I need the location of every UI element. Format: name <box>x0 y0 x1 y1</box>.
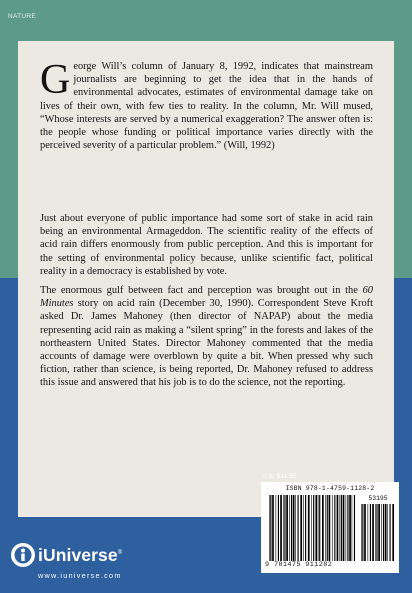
barcode-bar <box>343 495 345 561</box>
barcode-bar <box>272 495 274 561</box>
ean-digits: 9 781475 911282 <box>265 561 333 569</box>
barcode-bar <box>385 504 387 561</box>
barcode-bar <box>372 504 374 561</box>
barcode-bar <box>284 495 285 561</box>
paragraph-1 <box>40 57 373 152</box>
barcode-bar <box>392 504 394 561</box>
paragraph-3-text-end: story on acid rain (December 30, 1990). Correspondent Steve Kroft asked Dr. James Mahoney (then director of NAPAP) about the media representing acid rain as making a “silent spring” in the forests and lakes of the northeastern United States. Director Mahoney commented that the media accounts of damage were overblown by quite a bit. When pressed why such fiction, rather than science, is being reported, Dr. Mahoney refused to address this issue and answered that his job is to do the science, not the reporting. <box>40 298 373 389</box>
barcode-bar <box>313 495 314 561</box>
barcode-bar <box>305 495 306 561</box>
show-title: 60 Minutes <box>40 285 373 310</box>
barcode-bar <box>303 495 304 561</box>
barcode-bar <box>300 495 302 561</box>
barcode-bar <box>347 495 348 561</box>
barcode-bar <box>311 495 312 561</box>
barcode-bar <box>329 495 331 561</box>
barcode-bar <box>308 495 310 561</box>
barcode-bar <box>376 504 377 561</box>
barcode-bar <box>381 504 382 561</box>
barcode-bar <box>352 495 353 561</box>
barcode-bar <box>337 495 339 561</box>
barcode-bar <box>286 495 288 561</box>
paragraph-1-text: eorge Will’s column of January 8, 1992, indicates that mainstream journalists are beginning to get the idea that in the hands of environmental advocates, estimates of environmental damage take on lives of their own, with few ties to reality. In the column, Mr. Will mused, “Whose interests are served by a numerical exaggeration? The answer often is: the people whose funding or political importance varies directly with the perceived severity of a particular problem.” (Will, 1992) <box>40 61 373 152</box>
barcode-bar <box>378 504 380 561</box>
barcode-bar <box>293 495 295 561</box>
price-code: 53195 <box>368 495 388 502</box>
barcode-bar <box>332 495 333 561</box>
isbn-number: ISBN 978-1-4759-1128-2 <box>285 485 375 492</box>
barcode-bar <box>383 504 384 561</box>
barcode-bar <box>319 495 320 561</box>
barcode-bar <box>291 495 292 561</box>
barcode-bar <box>298 495 299 561</box>
barcode-bar <box>354 495 355 561</box>
category-label: NATURE <box>8 13 37 20</box>
barcode-bar <box>269 495 270 561</box>
barcode-bar <box>327 495 328 561</box>
iuniverse-logo-icon <box>10 542 36 568</box>
drop-cap: G <box>40 57 71 103</box>
barcode-bar <box>315 495 317 561</box>
barcode-bar <box>346 495 347 561</box>
ean-barcode-bars <box>269 495 357 561</box>
barcode-bar <box>270 495 271 561</box>
barcode-bar <box>340 495 341 561</box>
barcode-bar <box>368 504 369 561</box>
barcode <box>261 482 399 573</box>
barcode-bar <box>370 504 371 561</box>
publisher-url: www.iuniverse.com <box>38 571 122 580</box>
publisher-name: iUniverse® <box>38 545 123 565</box>
text-panel <box>18 41 394 517</box>
barcode-bar <box>334 495 335 561</box>
barcode-bar <box>361 504 362 561</box>
barcode-bar <box>341 495 342 561</box>
barcode-bar <box>295 495 296 561</box>
barcode-bar <box>318 495 319 561</box>
barcode-bar <box>362 504 363 561</box>
barcode-bar <box>280 495 282 561</box>
price-label: U.S. $31.95 <box>262 473 297 480</box>
barcode-bar <box>283 495 284 561</box>
barcode-bar <box>322 495 324 561</box>
paragraph-3-text-start: The enormous gulf between fact and perception was brought out in the <box>40 285 363 296</box>
barcode-bar <box>349 495 351 561</box>
barcode-bar <box>278 495 279 561</box>
barcode-bar <box>390 504 391 561</box>
addon-barcode-bars <box>361 504 395 561</box>
paragraph-3 <box>40 284 373 390</box>
barcode-bar <box>325 495 326 561</box>
barcode-bar <box>276 495 277 561</box>
barcode-bar <box>364 504 366 561</box>
barcode-bar <box>289 495 290 561</box>
barcode-bar <box>387 504 388 561</box>
barcode-bar <box>375 504 376 561</box>
paragraph-2: Just about everyone of public importance had some sort of stake in acid rain being an environmental Armageddon. The scientific reality of the effects of acid rain differs enormously from public perception. And this is important for the setting of environmental policy because, unlike scientific fact, political reality in a democracy is established by vote. <box>40 213 373 277</box>
